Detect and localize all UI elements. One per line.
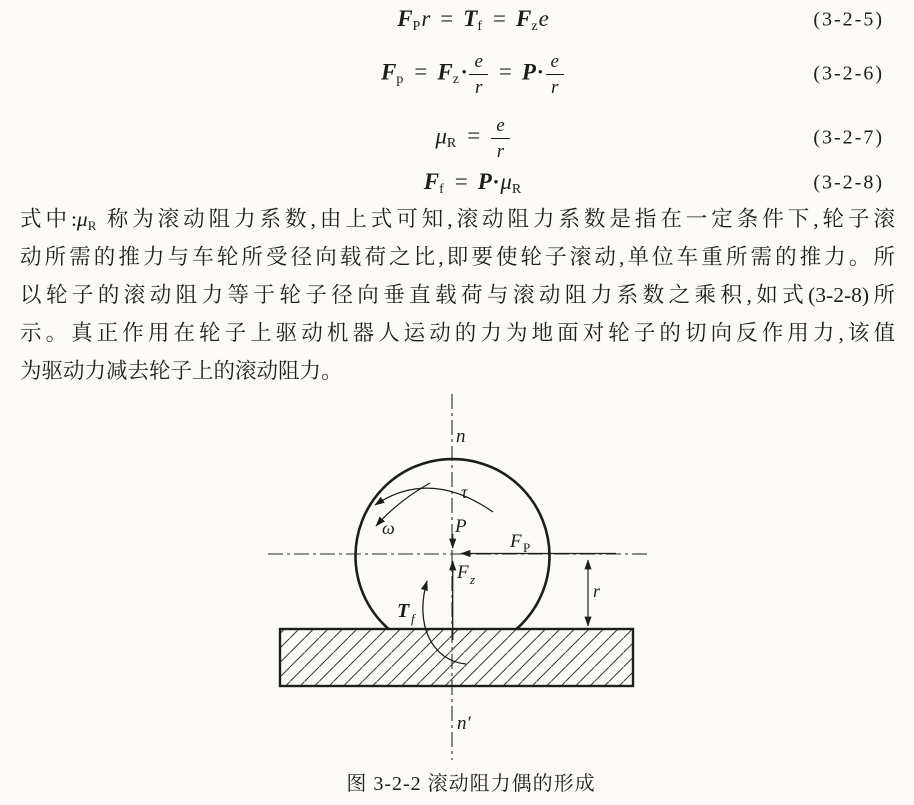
axis-label-n-prime: n′ — [457, 713, 471, 734]
equation-expression: Fp = Fz• $\frac{e}{r}$ = P • $\frac{e}{r}$ — [381, 51, 565, 97]
body-paragraph — [0, 200, 914, 390]
resistance-couple-subscript: f — [411, 611, 415, 626]
equation-number: (3-2-6) — [813, 62, 884, 85]
equation-row-3-2-6 — [0, 42, 914, 106]
ground-hatched-block — [280, 629, 633, 686]
radius-label: r — [593, 581, 601, 601]
normal-force-subscript: z — [470, 572, 476, 587]
equation-expression: FPr = Tf = Fze — [397, 5, 549, 34]
resistance-couple-label: T — [397, 600, 410, 622]
equation-number: (3-2-7) — [813, 126, 884, 149]
torque-arc-arrow — [375, 488, 493, 512]
equation-expression: μR = $\frac{e}{r}$ — [435, 115, 510, 161]
paragraph-line: 示。真正作用在轮子上驱动机器人运动的力为地面对轮子的切向反作用力,该值 — [20, 321, 895, 345]
equation-number: (3-2-8) — [813, 171, 884, 194]
paragraph-line: 动所需的推力与车轮所受径向载荷之比,即要使轮子滚动,单位车重所需的推力。所 — [20, 245, 895, 269]
normal-force-label: F — [457, 562, 469, 583]
equation-row-3-2-5 — [0, 2, 914, 38]
axis-label-n: n — [456, 426, 466, 447]
figure-rolling-resistance-diagram — [0, 385, 914, 770]
paragraph-line: 式中:μR 称为滚动阻力系数,由上式可知,滚动阻力系数是指在一定条件下,轮子滚 — [20, 207, 895, 233]
push-force-subscript: P — [523, 540, 531, 555]
equation-row-3-2-7 — [0, 108, 914, 168]
equation-row-3-2-8 — [0, 166, 914, 200]
load-label: P — [455, 516, 467, 537]
equation-number: (3-2-5) — [813, 8, 884, 31]
paragraph-line: 以轮子的滚动阻力等于轮子径向垂直载荷与滚动阻力系数之乘积,如式(3-2-8)所 — [20, 283, 895, 307]
torque-label: τ — [461, 482, 468, 502]
paragraph-line: 为驱动力减去轮子上的滚动阻力。 — [20, 359, 343, 383]
figure-caption: 图 3-2-2 滚动阻力偶的形成 — [346, 773, 596, 795]
omega-label: ω — [382, 518, 395, 538]
equation-expression: Ff = P •μR — [423, 168, 522, 197]
push-force-label: F — [510, 531, 522, 552]
